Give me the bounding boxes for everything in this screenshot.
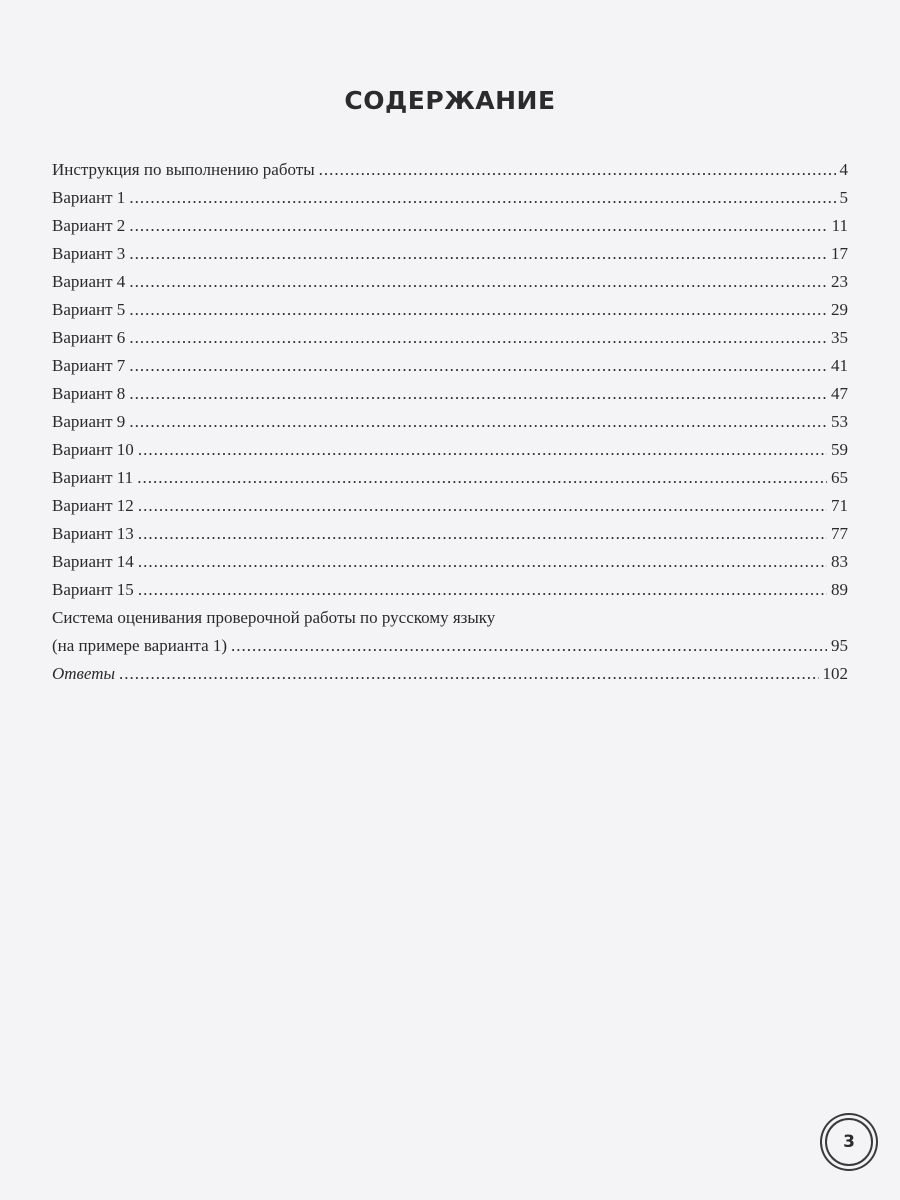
toc-entry-label: Вариант 6: [52, 328, 126, 347]
toc-entry-page: 35: [831, 328, 848, 347]
dot-leader: [129, 408, 827, 436]
toc-entry-label: Вариант 7: [52, 356, 126, 375]
table-of-contents: [52, 156, 848, 688]
toc-entry-label: Вариант 3: [52, 244, 126, 263]
toc-entry-label: Вариант 13: [52, 524, 134, 543]
toc-entry-answers: [52, 660, 848, 688]
toc-entry-label: Вариант 9: [52, 412, 126, 431]
toc-entry-variant: [52, 296, 848, 324]
dot-leader: [138, 576, 827, 604]
toc-entry-page: 95: [831, 636, 848, 655]
page-title: СОДЕРЖАНИЕ: [344, 86, 556, 115]
toc-entry-grading: [52, 604, 848, 660]
toc-entry-page: 11: [831, 216, 848, 235]
toc-entry-label: Вариант 10: [52, 440, 134, 459]
toc-entry-variant: [52, 184, 848, 212]
dot-leader: [138, 436, 827, 464]
dot-leader: [129, 324, 827, 352]
toc-entry-label: Вариант 1: [52, 188, 126, 207]
toc-entry-page: 59: [831, 440, 848, 459]
toc-entry-page: 102: [822, 664, 848, 683]
dot-leader: [231, 632, 827, 660]
dot-leader: [129, 296, 827, 324]
toc-entry-variant: [52, 408, 848, 436]
toc-entry-page: 47: [831, 384, 848, 403]
dot-leader: [138, 520, 827, 548]
toc-entry-label: Вариант 15: [52, 580, 134, 599]
toc-entry-variant: [52, 212, 848, 240]
toc-entry-variant: [52, 520, 848, 548]
toc-entry-page: 71: [831, 496, 848, 515]
toc-entry-label: Инструкция по выполнению работы: [52, 160, 315, 179]
dot-leader: [138, 492, 827, 520]
toc-entry-label-line2: (на примере варианта 1): [52, 636, 228, 655]
toc-entry-variant: [52, 324, 848, 352]
dot-leader: [119, 660, 818, 688]
dot-leader: [137, 464, 827, 492]
toc-entry-variant: [52, 548, 848, 576]
toc-entry-page: 65: [831, 468, 848, 487]
toc-entry-page: 77: [831, 524, 848, 543]
toc-entry-label: Вариант 5: [52, 300, 126, 319]
toc-entry-variant: [52, 380, 848, 408]
dot-leader: [129, 352, 827, 380]
page-number-badge: 3: [825, 1118, 873, 1166]
dot-leader: [129, 268, 827, 296]
dot-leader: [129, 212, 827, 240]
toc-entry-instructions: [52, 156, 848, 184]
dot-leader: [138, 548, 827, 576]
toc-entry-page: 5: [839, 188, 848, 207]
toc-entry-variant: [52, 576, 848, 604]
toc-entry-page: 83: [831, 552, 848, 571]
toc-entry-label: Вариант 4: [52, 272, 126, 291]
toc-entry-label: Вариант 12: [52, 496, 134, 515]
toc-entry-page: 4: [839, 160, 848, 179]
toc-entry-variant: [52, 240, 848, 268]
toc-entry-page: 29: [831, 300, 848, 319]
toc-entry-label-line1: Система оценивания проверочной работы по русскому языку: [52, 608, 496, 627]
toc-entry-variant: [52, 492, 848, 520]
toc-entry-variant: [52, 464, 848, 492]
toc-entry-label: Вариант 14: [52, 552, 134, 571]
dot-leader: [129, 240, 827, 268]
toc-entry-label: Вариант 11: [52, 468, 134, 487]
toc-entry-label: Вариант 8: [52, 384, 126, 403]
toc-entry-variant: [52, 268, 848, 296]
toc-entry-label: Вариант 2: [52, 216, 126, 235]
toc-entry-label: Ответы: [52, 664, 116, 683]
toc-entry-page: 53: [831, 412, 848, 431]
toc-entry-variant: [52, 352, 848, 380]
variant-list: [52, 184, 848, 604]
toc-entry-page: 41: [831, 356, 848, 375]
toc-entry-page: 89: [831, 580, 848, 599]
dot-leader: [319, 156, 836, 184]
dot-leader: [129, 184, 835, 212]
toc-entry-page: 17: [831, 244, 848, 263]
toc-entry-variant: [52, 436, 848, 464]
dot-leader: [129, 380, 827, 408]
toc-entry-page: 23: [831, 272, 848, 291]
